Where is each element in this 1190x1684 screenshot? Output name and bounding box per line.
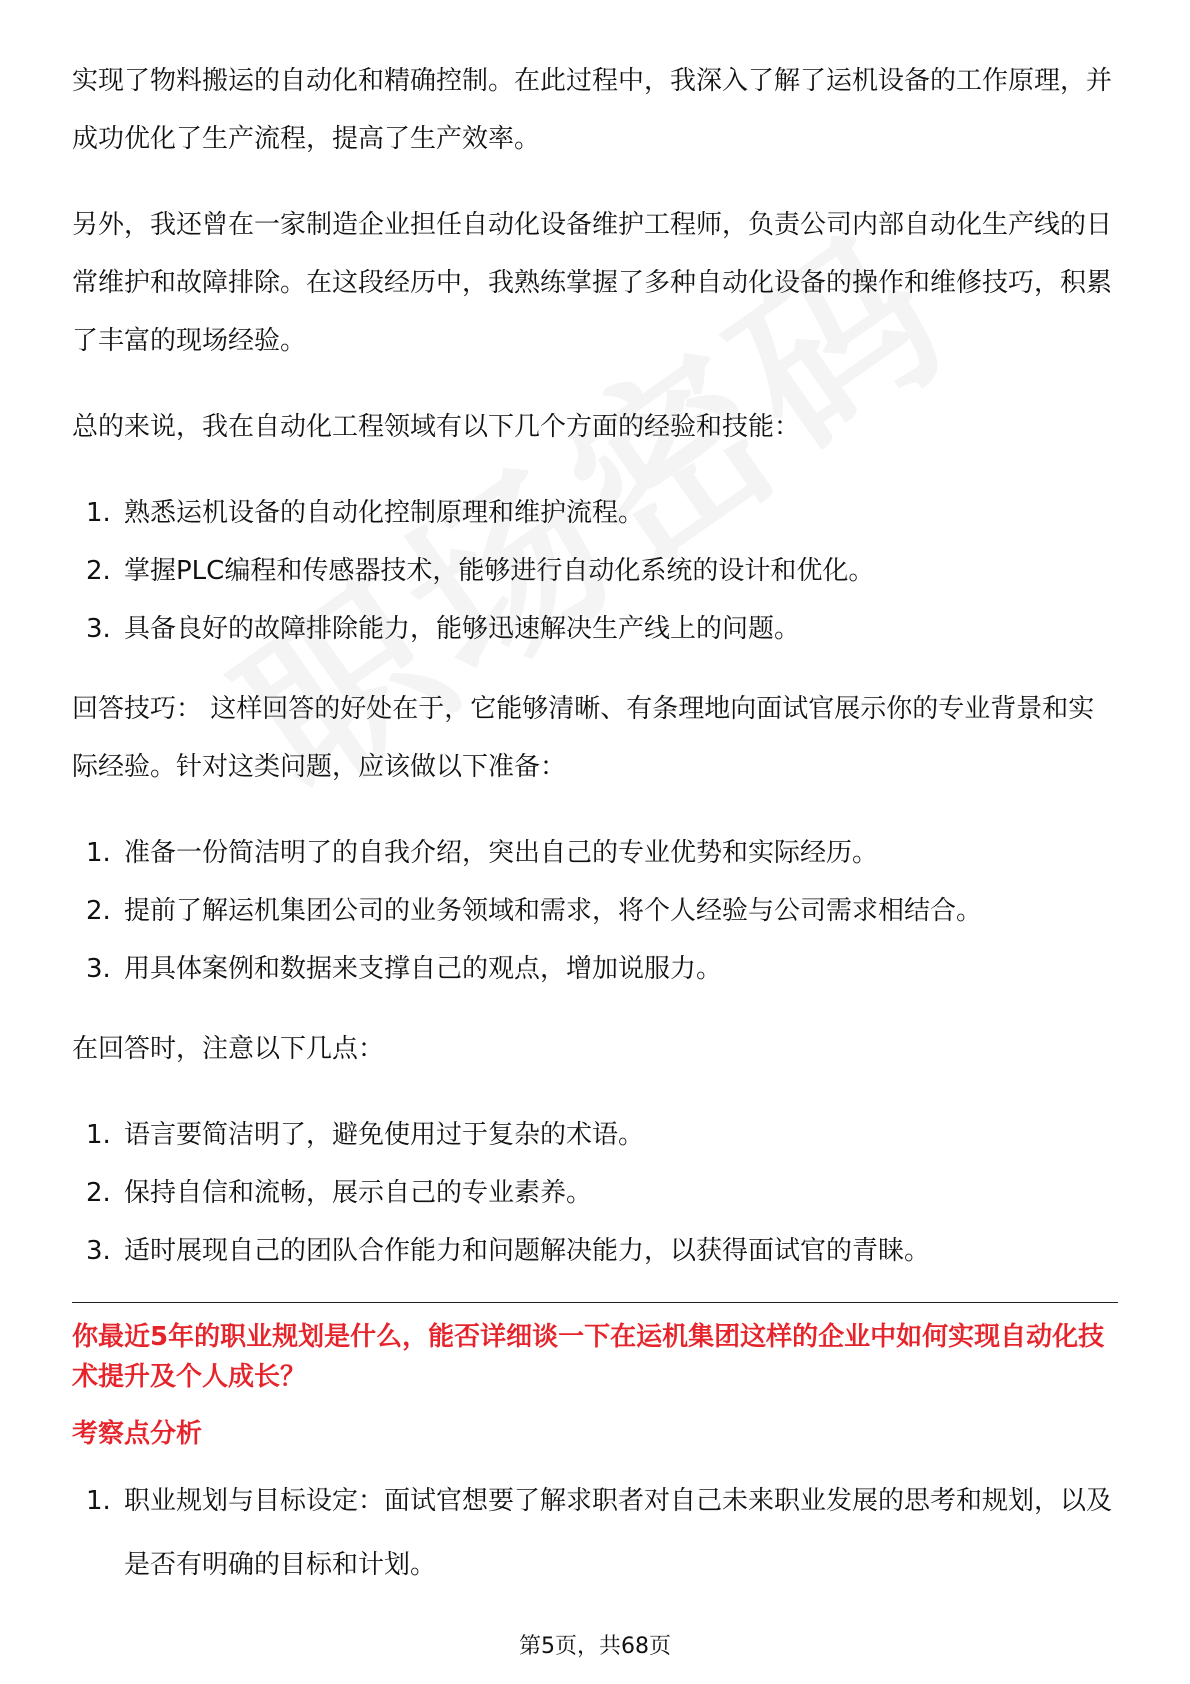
list-number: 1.: [86, 498, 111, 528]
list-text: 熟悉运机设备的自动化控制原理和维护流程。: [124, 498, 645, 528]
analysis-list: [72, 1469, 1118, 1597]
section-heading: 考察点分析: [72, 1419, 203, 1449]
list-item: [72, 600, 1118, 658]
list-text: 语言要简洁明了，避免使用过于复杂的术语。: [124, 1120, 645, 1150]
divider: [72, 1302, 1118, 1303]
list-number: 3.: [86, 614, 111, 644]
list-number: 2.: [86, 556, 111, 586]
paragraph: 在回答时，注意以下几点：: [72, 1034, 385, 1064]
list-number: 1.: [86, 1120, 111, 1150]
list-item: [72, 882, 1118, 940]
list-item: [72, 1469, 1118, 1597]
list-number: 1.: [86, 1486, 111, 1516]
list-text: 具备良好的故障排除能力，能够迅速解决生产线上的问题。: [124, 614, 801, 644]
list-text: 掌握PLC编程和传感器技术，能够进行自动化系统的设计和优化。: [124, 556, 875, 586]
list-text: 适时展现自己的团队合作能力和问题解决能力，以获得面试官的青睐。: [124, 1236, 931, 1266]
list-number: 2.: [86, 896, 111, 926]
skills-list: [72, 484, 1118, 658]
list-item: [72, 940, 1118, 998]
paragraph: 实现了物料搬运的自动化和精确控制。在此过程中，我深入了解了运机设备的工作原理，并成功优化了生产流程，提高了生产效率。: [72, 66, 1113, 154]
list-number: 3.: [86, 1236, 111, 1266]
list-number: 1.: [86, 838, 111, 868]
page-number: 第5页，共68页: [519, 1634, 671, 1659]
list-text: 提前了解运机集团公司的业务领域和需求，将个人经验与公司需求相结合。: [124, 896, 983, 926]
paragraph: 另外，我还曾在一家制造企业担任自动化设备维护工程师，负责公司内部自动化生产线的日常维护和故障排除。在这段经历中，我熟练掌握了多种自动化设备的操作和维修技巧，积累了丰富的现场经验。: [72, 210, 1113, 356]
question-heading: 你最近5年的职业规划是什么，能否详细谈一下在运机集团这样的企业中如何实现自动化技术提升及个人成长？: [72, 1322, 1105, 1392]
list-item: [72, 542, 1118, 600]
list-item: [72, 824, 1118, 882]
list-text: 保持自信和流畅，展示自己的专业素养。: [124, 1178, 593, 1208]
list-item: [72, 1222, 1118, 1280]
list-item: [72, 1106, 1118, 1164]
list-item: [72, 1164, 1118, 1222]
list-text: 用具体案例和数据来支撑自己的观点，增加说服力。: [124, 954, 723, 984]
list-number: 2.: [86, 1178, 111, 1208]
list-text: 职业规划与目标设定：面试官想要了解求职者对自己未来职业发展的思考和规划，以及是否有明确的目标和计划。: [124, 1486, 1113, 1580]
paragraph: 回答技巧： 这样回答的好处在于，它能够清晰、有条理地向面试官展示你的专业背景和实际经验。针对这类问题，应该做以下准备：: [72, 694, 1095, 782]
list-number: 3.: [86, 954, 111, 984]
page-content: [72, 52, 1118, 1619]
list-text: 准备一份简洁明了的自我介绍，突出自己的专业优势和实际经历。: [124, 838, 879, 868]
list-item: [72, 484, 1118, 542]
paragraph: 总的来说，我在自动化工程领域有以下几个方面的经验和技能：: [72, 412, 801, 442]
notes-list: [72, 1106, 1118, 1280]
preparation-list: [72, 824, 1118, 998]
